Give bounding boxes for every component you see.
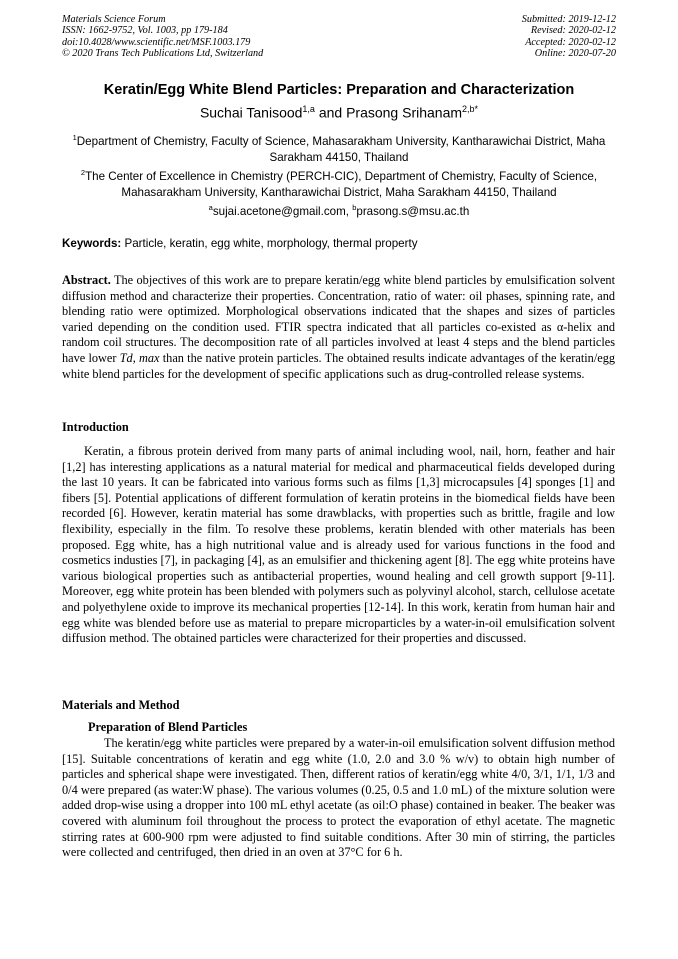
- preparation-text: The keratin/egg white particles were prepared by a water-in-oil emulsification solvent diffusion method [15]. Suitable concentrations of keratin and egg white (1.0, 2.0 and 3.0 % w/v) to obtain high number of particles and spherical shape were investigated. Then, different ratios of keratin/egg white 4/0, 3/1, 1/1, 1/3 and 0/4 were prepared (as water:W phase). The various volumes (0.25, 0.5 and 1.0 mL) of the mixture solution were added drop-wise using a dropper into 100 mL ethyl acetate (as oil:O phase) contained in beaker. The beaker was covered with aluminum foil throughout the process to protect the evaporation of ethyl acetate. The magnetic stirring rates at 600-900 rpm were adjusted to find suitable conditions. After 30 min of stirring, the particles were collected and centrifuged, then dried in an oven at 37°C for 6 h.: [62, 736, 615, 860]
- email-a[interactable]: sujai.acetone@gmail.com,: [212, 204, 353, 218]
- email-b[interactable]: prasong.s@msu.ac.th: [356, 204, 470, 218]
- materials-heading: Materials and Method: [62, 698, 180, 712]
- accepted-date: Accepted: 2020-02-12: [525, 36, 616, 48]
- affiliation-2: [70, 165, 608, 201]
- copyright-line: © 2020 Trans Tech Publications Ltd, Switzerland: [62, 48, 264, 60]
- abstract-text: The objectives of this work are to prepare keratin/egg white blend particles by emulsification solvent diffusion method and characterize their properties. Concentration, ratio of water: oil phases, spinning rate, and blending ratio were optimized. Morphological observations indicated that the shapes and sizes of particles varied depending on the condition used. FTIR spectra indicated that all particles co-existed as α-helix and random coil structures. The decomposition rate of all particles involved at least 4 steps and the blend particles have lower: [62, 273, 615, 365]
- preparation-subheading: Preparation of Blend Particles: [88, 720, 248, 734]
- introduction-heading: Introduction: [62, 420, 129, 434]
- keywords-text: Particle, keratin, egg white, morphology, thermal property: [121, 237, 418, 250]
- emails: [0, 203, 678, 218]
- author-1-affil: 1,a: [302, 104, 315, 114]
- dates-info: [522, 14, 616, 60]
- email-b-mark: b: [352, 203, 357, 212]
- affiliation-1-mark: 1: [72, 133, 77, 142]
- authors: [0, 104, 678, 121]
- affiliation-2-text: The Center of Excellence in Chemistry (PERCH-CIC), Department of Chemistry, Faculty of Science, Mahasarakham University, Kantharawichai District, Maha Sarakham 44150, Thailand: [85, 169, 598, 199]
- abstract-label: Abstract.: [62, 273, 111, 287]
- journal-name: Materials Science Forum: [62, 14, 166, 25]
- author-2-affil: 2,b*: [462, 104, 479, 114]
- email-a-mark: a: [208, 203, 213, 212]
- issn-line: ISSN: 1662-9752, Vol. 1003, pp 179-184: [62, 25, 228, 37]
- revised-date: Revised: 2020-02-12: [530, 25, 616, 37]
- online-date: Online: 2020-07-20: [534, 48, 616, 60]
- keywords: [62, 237, 418, 250]
- doi-line: doi:10.4028/www.scientific.net/MSF.1003.179: [62, 36, 251, 48]
- author-2: Prasong Srihanam: [346, 104, 463, 121]
- affiliation-1: [70, 130, 608, 166]
- abstract-text-end: than the native protein particles. The obtained results indicate advantages of the keratin/egg white blend particles for the development of specific applications such as drug-controlled release systems.: [62, 350, 615, 381]
- paper-title: Keratin/Egg White Blend Particles: Preparation and Characterization: [103, 82, 575, 98]
- journal-info: [62, 14, 263, 60]
- keywords-label: Keywords:: [62, 237, 122, 250]
- author-1: Suchai Tanisood: [199, 104, 303, 121]
- abstract-td-max: Td, max: [119, 350, 160, 365]
- abstract: [62, 273, 615, 382]
- author-separator: and: [314, 104, 347, 121]
- affiliation-1-text: Department of Chemistry, Faculty of Science, Mahasarakham University, Kantharawichai District, Maha Sarakham 44150, Thailand: [76, 134, 606, 164]
- submitted-date: Submitted: 2019-12-12: [521, 14, 616, 25]
- affiliation-2-mark: 2: [80, 168, 86, 177]
- introduction-text: Keratin, a fibrous protein derived from many parts of animal including wool, nail, horn, feather and hair [1,2] has interesting applications as a natural material for medical and pharmaceutical fields developed during the last 10 years. It can be fabricated into various forms such as films [1,3] microcapsules [4] sponges [1] and fibers [5]. Potential applications of different formulation of keratin proteins in the biomedical fields have been recorded [6]. However, keratin material has some drawblacks, with properties such as brittle, fragile and low flexibility, especially in the film. To resolve these problems, keratin blended with other materials has been proposed. Egg white, has a high nutritional value and is already used for various functions in the food and cosmetics industies [7], in packaging [4], as an emulsifier and thickening agent [8]. The egg white proteins have various biological properties such as antibacterial properties, wound healing and cell growth support [9-11]. Moreover, egg white protein has been blended with polymers such as polyvinyl alcohol, starch, cellulose acetate and polyethylene oxide to improve its mechanical properties [12-14]. In this work, keratin from human hair and egg white was blended before use as material to prepare microparticles by a water-in-oil emulsification solvent diffusion method. The obtained particles were characterized for their properties and discussed.: [62, 444, 615, 646]
